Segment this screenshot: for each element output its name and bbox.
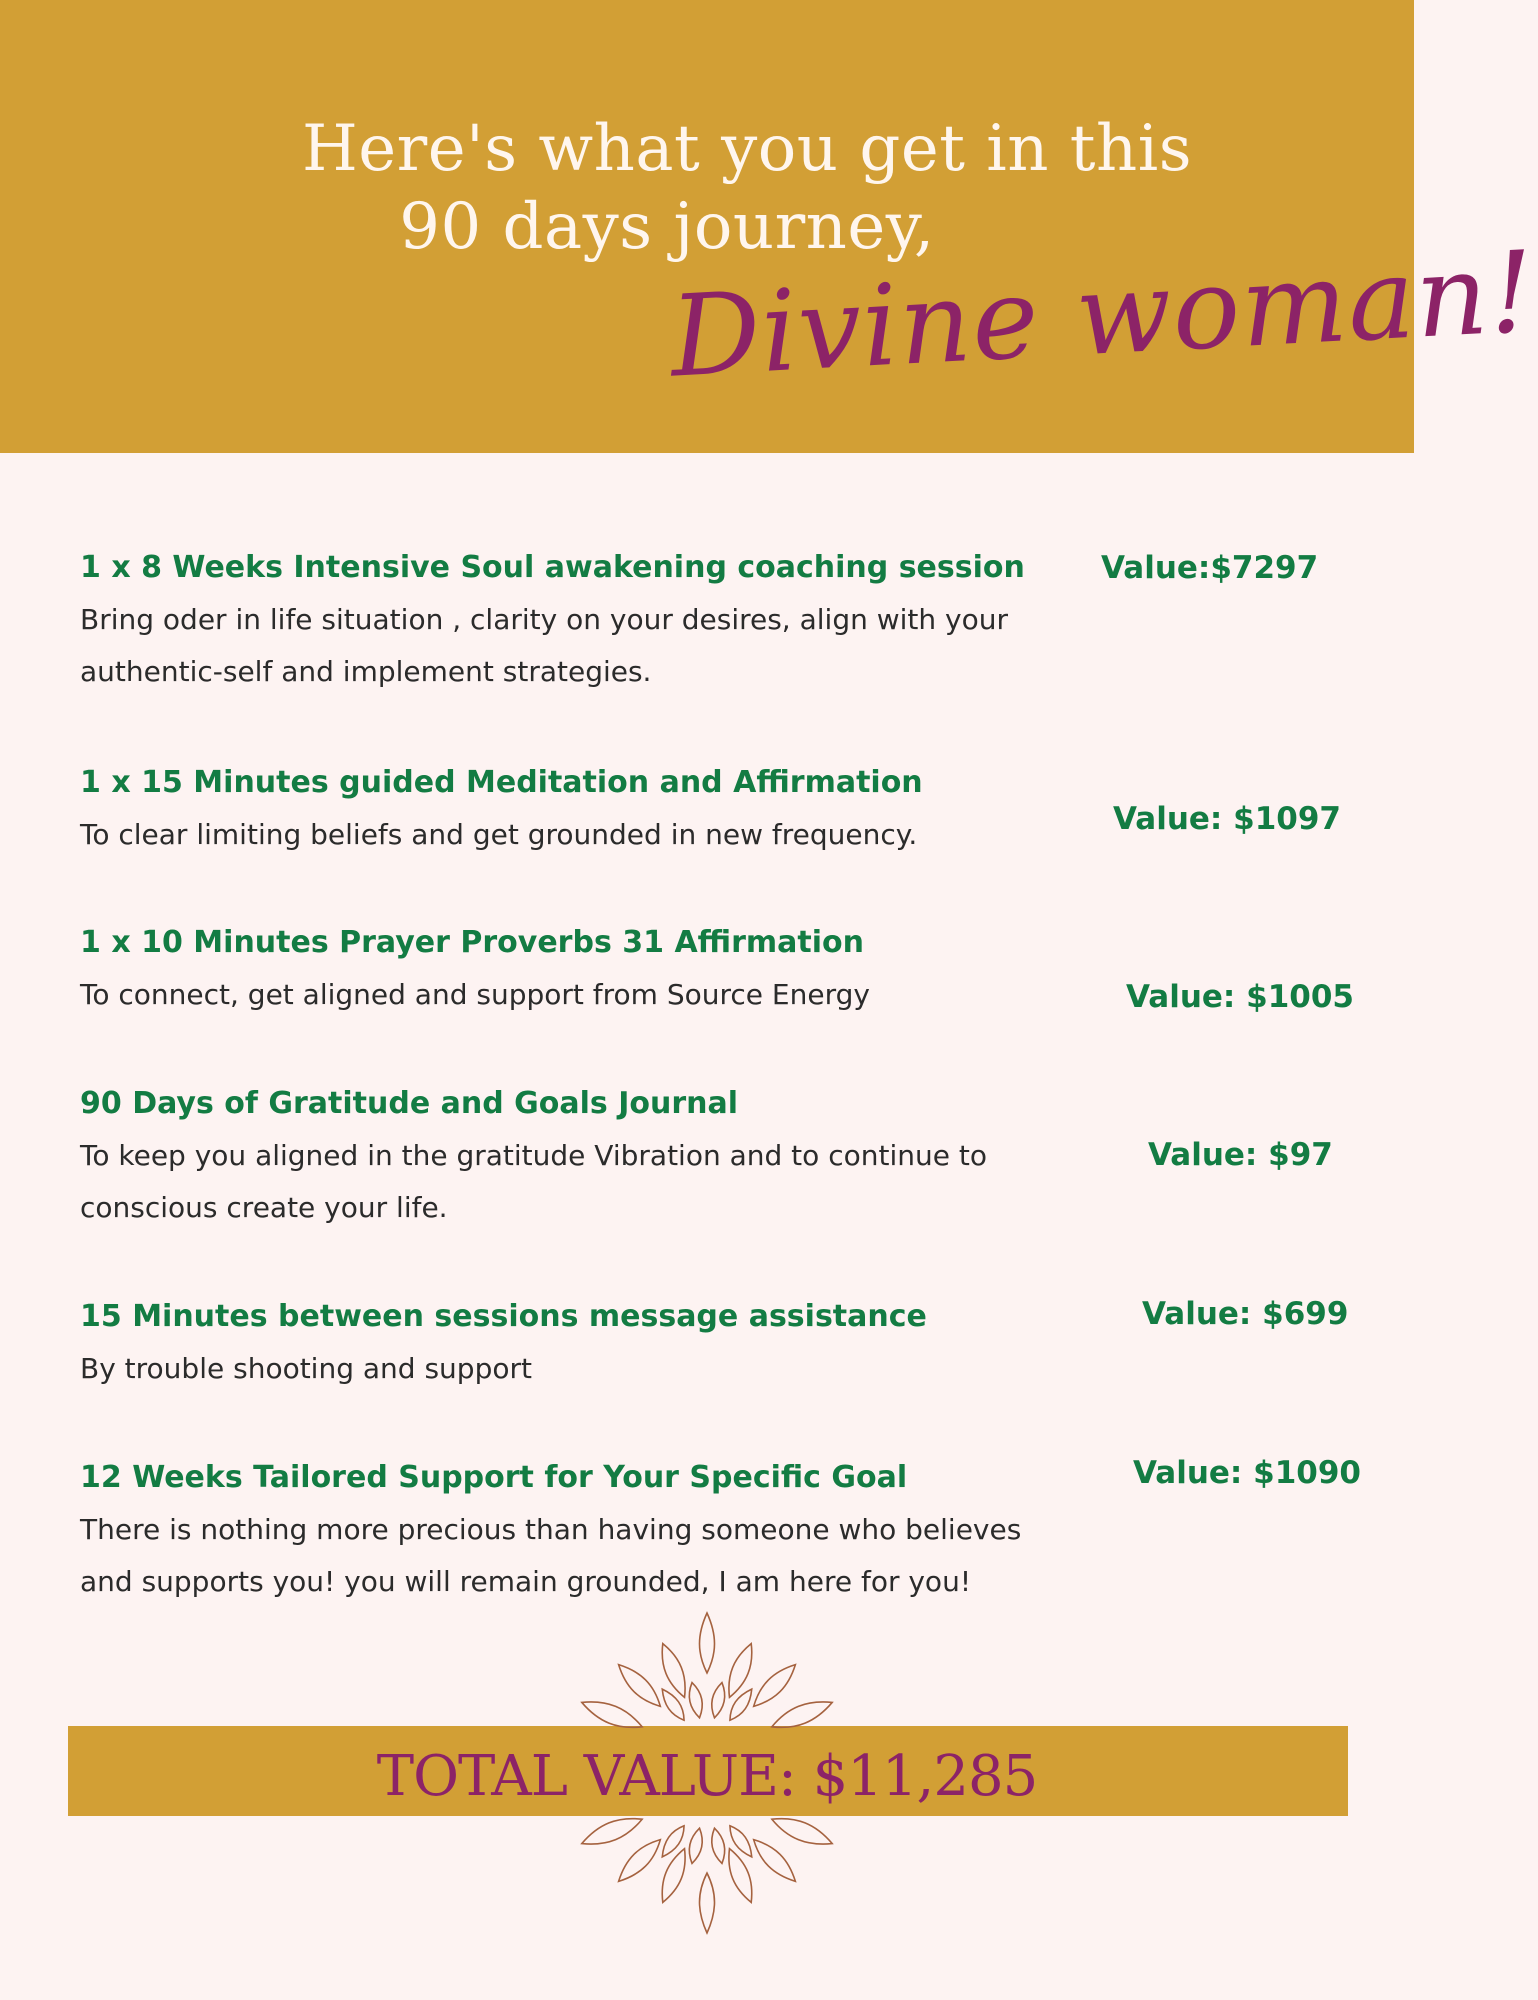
description-line: To keep you aligned in the gratitude Vibration and to continue to xyxy=(80,1139,987,1172)
offer-value-3: Value: $1005 xyxy=(1126,979,1354,1015)
script-subtitle: Divine woman! xyxy=(667,227,1538,403)
offer-description xyxy=(80,1130,1040,1234)
offer-title: 90 Days of Gratitude and Goals Journal xyxy=(80,1086,739,1121)
offer-title: 1 x 15 Minutes guided Meditation and Affirmation xyxy=(80,765,923,800)
offer-value-1: Value:$7297 xyxy=(1101,550,1319,586)
description-line: authentic-self and implement strategies. xyxy=(80,655,652,688)
offer-item-6 xyxy=(80,1456,1040,1608)
offer-value-6: Value: $1090 xyxy=(1133,1455,1361,1491)
header-banner xyxy=(0,0,1538,453)
offer-description xyxy=(80,594,1040,698)
offer-item-4 xyxy=(80,1082,1040,1234)
description-line: conscious create your life. xyxy=(80,1191,448,1224)
offer-description xyxy=(80,1504,1040,1608)
offer-item-3 xyxy=(80,921,1040,1021)
headline-line-2: 90 days journey, xyxy=(399,190,935,264)
offer-title: 15 Minutes between sessions message assistance xyxy=(80,1299,927,1334)
offer-description xyxy=(80,809,1040,861)
offer-item-5 xyxy=(80,1295,1040,1395)
description-line: and supports you! you will remain grounded, I am here for you! xyxy=(80,1565,972,1598)
description-line: By trouble shooting and support xyxy=(80,1352,532,1385)
offer-title: 1 x 8 Weeks Intensive Soul awakening coaching session xyxy=(80,550,1025,585)
offer-title: 12 Weeks Tailored Support for Your Specific Goal xyxy=(80,1460,908,1495)
total-value-text: TOTAL VALUE: $11,285 xyxy=(376,1744,1038,1809)
headline-line-1: Here's what you get in this xyxy=(301,112,1193,186)
mandala-ornament-icon xyxy=(562,1608,852,1938)
offer-item-1 xyxy=(80,546,1040,698)
description-line: There is nothing more precious than having someone who believes xyxy=(80,1513,1022,1546)
offer-description xyxy=(80,1343,1040,1395)
offer-value-5: Value: $699 xyxy=(1142,1296,1349,1332)
description-line: To connect, get aligned and support from Source Energy xyxy=(80,978,870,1011)
offer-value-2: Value: $1097 xyxy=(1113,801,1341,837)
offer-title: 1 x 10 Minutes Prayer Proverbs 31 Affirmation xyxy=(80,925,865,960)
offer-item-2 xyxy=(80,761,1040,861)
description-line: To clear limiting beliefs and get grounded in new frequency. xyxy=(80,818,918,851)
offer-value-4: Value: $97 xyxy=(1148,1137,1333,1173)
offer-description xyxy=(80,969,1040,1021)
description-line: Bring oder in life situation , clarity on your desires, align with your xyxy=(80,603,1009,636)
